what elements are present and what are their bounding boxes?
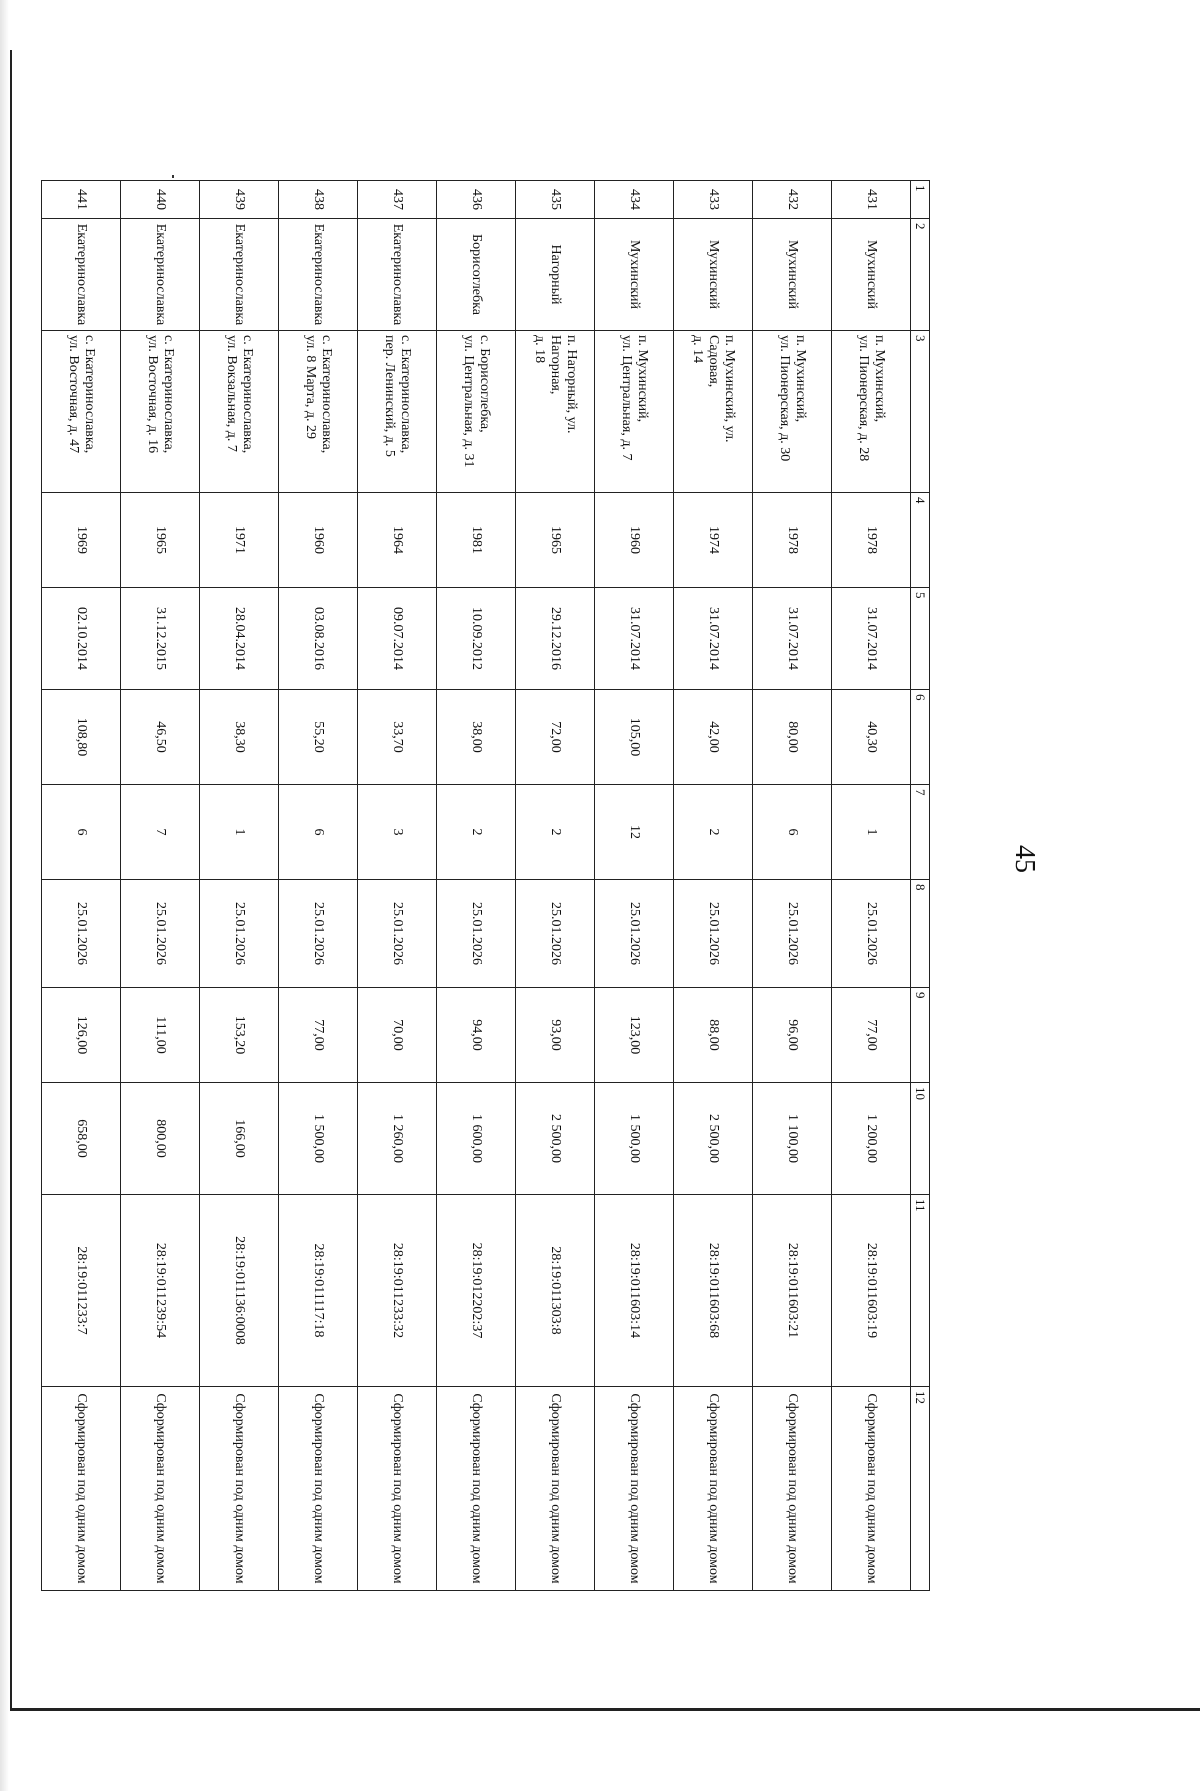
settlement-cell: Екатеринославка (200, 219, 279, 331)
area-cell: 42,00 (674, 690, 753, 785)
settlement-cell: Мухинский (595, 219, 674, 331)
cadastral-number-cell: 28:19:011233:32 (358, 1195, 437, 1387)
column-number: 5 (911, 588, 930, 690)
column-number: 2 (911, 219, 930, 331)
area-cell: 55,20 (279, 690, 358, 785)
land-status-cell: Сформирован под одним домом (42, 1387, 121, 1591)
total-area-cell: 88,00 (674, 988, 753, 1083)
recognition-date-cell: 31.12.2015 (121, 588, 200, 690)
row-number-cell: 439 (200, 181, 279, 219)
land-area-cell: 2 500,00 (674, 1083, 753, 1195)
year-built-cell: 1960 (595, 493, 674, 588)
residents-cell: 1 (832, 785, 911, 880)
cadastral-number-cell: 28:19:011603:21 (753, 1195, 832, 1387)
land-status-cell: Сформирован под одним домом (200, 1387, 279, 1591)
residents-cell: 1 (200, 785, 279, 880)
deadline-cell: 25.01.2026 (437, 880, 516, 988)
scan-border-left (10, 50, 12, 1710)
year-built-cell: 1965 (121, 493, 200, 588)
page-number: 45 (1009, 845, 1040, 873)
cadastral-number-cell: 28:19:011117:18 (279, 1195, 358, 1387)
residents-cell: 3 (358, 785, 437, 880)
residents-cell: 12 (595, 785, 674, 880)
address-cell: с. Екатеринославка, ул. 8 Марта, д. 29 (279, 331, 358, 493)
address-cell: п. Мухинский, ул. Пионерская, д. 30 (753, 331, 832, 493)
table-row (516, 181, 595, 1591)
registry-table (41, 180, 930, 1591)
area-cell: 72,00 (516, 690, 595, 785)
deadline-cell: 25.01.2026 (279, 880, 358, 988)
total-area-cell: 153,20 (200, 988, 279, 1083)
year-built-cell: 1960 (279, 493, 358, 588)
total-area-cell: 93,00 (516, 988, 595, 1083)
land-area-cell: 1 500,00 (279, 1083, 358, 1195)
deadline-cell: 25.01.2026 (516, 880, 595, 988)
column-number: 9 (911, 988, 930, 1083)
settlement-cell: Мухинский (832, 219, 911, 331)
year-built-cell: 1978 (832, 493, 911, 588)
area-cell: 38,30 (200, 690, 279, 785)
residents-cell: 6 (42, 785, 121, 880)
recognition-date-cell: 31.07.2014 (595, 588, 674, 690)
cadastral-number-cell: 28:19:011136:0008 (200, 1195, 279, 1387)
row-number-cell: 435 (516, 181, 595, 219)
land-status-cell: Сформирован под одним домом (832, 1387, 911, 1591)
column-number: 3 (911, 331, 930, 493)
year-built-cell: 1969 (42, 493, 121, 588)
land-status-cell: Сформирован под одним домом (358, 1387, 437, 1591)
column-number: 12 (911, 1387, 930, 1591)
rotated-page (66, 30, 1078, 1740)
deadline-cell: 25.01.2026 (832, 880, 911, 988)
total-area-cell: 96,00 (753, 988, 832, 1083)
header-row (911, 181, 930, 1591)
year-built-cell: 1981 (437, 493, 516, 588)
recognition-date-cell: 31.07.2014 (753, 588, 832, 690)
settlement-cell: Нагорный (516, 219, 595, 331)
cadastral-number-cell: 28:19:011239:54 (121, 1195, 200, 1387)
address-cell: п. Мухинский, ул. Центральная, д. 7 (595, 331, 674, 493)
total-area-cell: 111,00 (121, 988, 200, 1083)
row-number-cell: 440 (121, 181, 200, 219)
address-cell: п. Мухинский, ул. Садовая, д. 14 (674, 331, 753, 493)
land-area-cell: 1 200,00 (832, 1083, 911, 1195)
row-number-cell: 434 (595, 181, 674, 219)
total-area-cell: 77,00 (832, 988, 911, 1083)
row-number-cell: 437 (358, 181, 437, 219)
total-area-cell: 70,00 (358, 988, 437, 1083)
year-built-cell: 1978 (753, 493, 832, 588)
table-row (832, 181, 911, 1591)
recognition-date-cell: 31.07.2014 (674, 588, 753, 690)
deadline-cell: 25.01.2026 (753, 880, 832, 988)
area-cell: 108,80 (42, 690, 121, 785)
cadastral-number-cell: 28:19:011603:68 (674, 1195, 753, 1387)
land-status-cell: Сформирован под одним домом (279, 1387, 358, 1591)
residents-cell: 6 (279, 785, 358, 880)
land-status-cell: Сформирован под одним домом (753, 1387, 832, 1591)
row-number-cell: 438 (279, 181, 358, 219)
area-cell: 46,50 (121, 690, 200, 785)
recognition-date-cell: 03.08.2016 (279, 588, 358, 690)
column-number: 1 (911, 181, 930, 219)
settlement-cell: Екатеринославка (358, 219, 437, 331)
row-number-cell: 431 (832, 181, 911, 219)
deadline-cell: 25.01.2026 (674, 880, 753, 988)
address-cell: с. Екатеринославка, ул. Восточная, д. 16 (121, 331, 200, 493)
land-status-cell: Сформирован под одним домом (595, 1387, 674, 1591)
land-area-cell: 1 600,00 (437, 1083, 516, 1195)
recognition-date-cell: 28.04.2014 (200, 588, 279, 690)
residents-cell: 6 (753, 785, 832, 880)
address-cell: с. Борисоглебка, ул. Центральная, д. 31 (437, 331, 516, 493)
area-cell: 105,00 (595, 690, 674, 785)
deadline-cell: 25.01.2026 (200, 880, 279, 988)
land-status-cell: Сформирован под одним домом (437, 1387, 516, 1591)
table-row (358, 181, 437, 1591)
cadastral-number-cell: 28:19:011603:14 (595, 1195, 674, 1387)
scan-shadow (0, 0, 9, 1791)
column-number: 7 (911, 785, 930, 880)
table-row (437, 181, 516, 1591)
settlement-cell: Екатеринославка (121, 219, 200, 331)
column-number: 4 (911, 493, 930, 588)
residents-cell: 2 (674, 785, 753, 880)
land-area-cell: 2 500,00 (516, 1083, 595, 1195)
total-area-cell: 77,00 (279, 988, 358, 1083)
cadastral-number-cell: 28:19:011603:19 (832, 1195, 911, 1387)
column-number-header (911, 181, 930, 1591)
table-row (674, 181, 753, 1591)
address-cell: п. Мухинский, ул. Пионерская, д. 28 (832, 331, 911, 493)
settlement-cell: Мухинский (753, 219, 832, 331)
address-cell: с. Екатеринославка, пер. Ленинский, д. 5 (358, 331, 437, 493)
settlement-cell: Мухинский (674, 219, 753, 331)
residents-cell: 2 (516, 785, 595, 880)
column-number: 11 (911, 1195, 930, 1387)
column-number: 10 (911, 1083, 930, 1195)
land-area-cell: 1 500,00 (595, 1083, 674, 1195)
residents-cell: 2 (437, 785, 516, 880)
recognition-date-cell: 09.07.2014 (358, 588, 437, 690)
area-cell: 38,00 (437, 690, 516, 785)
recognition-date-cell: 10.09.2012 (437, 588, 516, 690)
address-cell: с. Екатеринославка, ул. Восточная, д. 47 (42, 331, 121, 493)
address-cell: с. Екатеринославка, ул. Вокзальная, д. 7 (200, 331, 279, 493)
area-cell: 80,00 (753, 690, 832, 785)
table-row (279, 181, 358, 1591)
deadline-cell: 25.01.2026 (121, 880, 200, 988)
area-cell: 33,70 (358, 690, 437, 785)
column-number: 6 (911, 690, 930, 785)
total-area-cell: 126,00 (42, 988, 121, 1083)
table-row (121, 181, 200, 1591)
settlement-cell: Екатеринославка (279, 219, 358, 331)
table-row (42, 181, 121, 1591)
area-cell: 40,30 (832, 690, 911, 785)
year-built-cell: 1965 (516, 493, 595, 588)
year-built-cell: 1964 (358, 493, 437, 588)
recognition-date-cell: 02.10.2014 (42, 588, 121, 690)
table-row (595, 181, 674, 1591)
land-status-cell: Сформирован под одним домом (674, 1387, 753, 1591)
deadline-cell: 25.01.2026 (42, 880, 121, 988)
cadastral-number-cell: 28:19:011303:8 (516, 1195, 595, 1387)
table-body (42, 181, 911, 1591)
total-area-cell: 123,00 (595, 988, 674, 1083)
row-number-cell: 433 (674, 181, 753, 219)
address-cell: п. Нагорный, ул. Нагорная, д. 18 (516, 331, 595, 493)
deadline-cell: 25.01.2026 (358, 880, 437, 988)
table-row (200, 181, 279, 1591)
settlement-cell: Екатеринославка (42, 219, 121, 331)
land-area-cell: 800,00 (121, 1083, 200, 1195)
recognition-date-cell: 29.12.2016 (516, 588, 595, 690)
row-number-cell: 441 (42, 181, 121, 219)
year-built-cell: 1974 (674, 493, 753, 588)
scan-speck (172, 175, 174, 178)
cadastral-number-cell: 28:19:011233:7 (42, 1195, 121, 1387)
settlement-cell: Борисоглебка (437, 219, 516, 331)
cadastral-number-cell: 28:19:012202:37 (437, 1195, 516, 1387)
residents-cell: 7 (121, 785, 200, 880)
table-row (753, 181, 832, 1591)
total-area-cell: 94,00 (437, 988, 516, 1083)
deadline-cell: 25.01.2026 (595, 880, 674, 988)
recognition-date-cell: 31.07.2014 (832, 588, 911, 690)
row-number-cell: 436 (437, 181, 516, 219)
land-status-cell: Сформирован под одним домом (516, 1387, 595, 1591)
year-built-cell: 1971 (200, 493, 279, 588)
column-number: 8 (911, 880, 930, 988)
row-number-cell: 432 (753, 181, 832, 219)
land-status-cell: Сформирован под одним домом (121, 1387, 200, 1591)
land-area-cell: 1 260,00 (358, 1083, 437, 1195)
land-area-cell: 166,00 (200, 1083, 279, 1195)
land-area-cell: 1 100,00 (753, 1083, 832, 1195)
land-area-cell: 658,00 (42, 1083, 121, 1195)
